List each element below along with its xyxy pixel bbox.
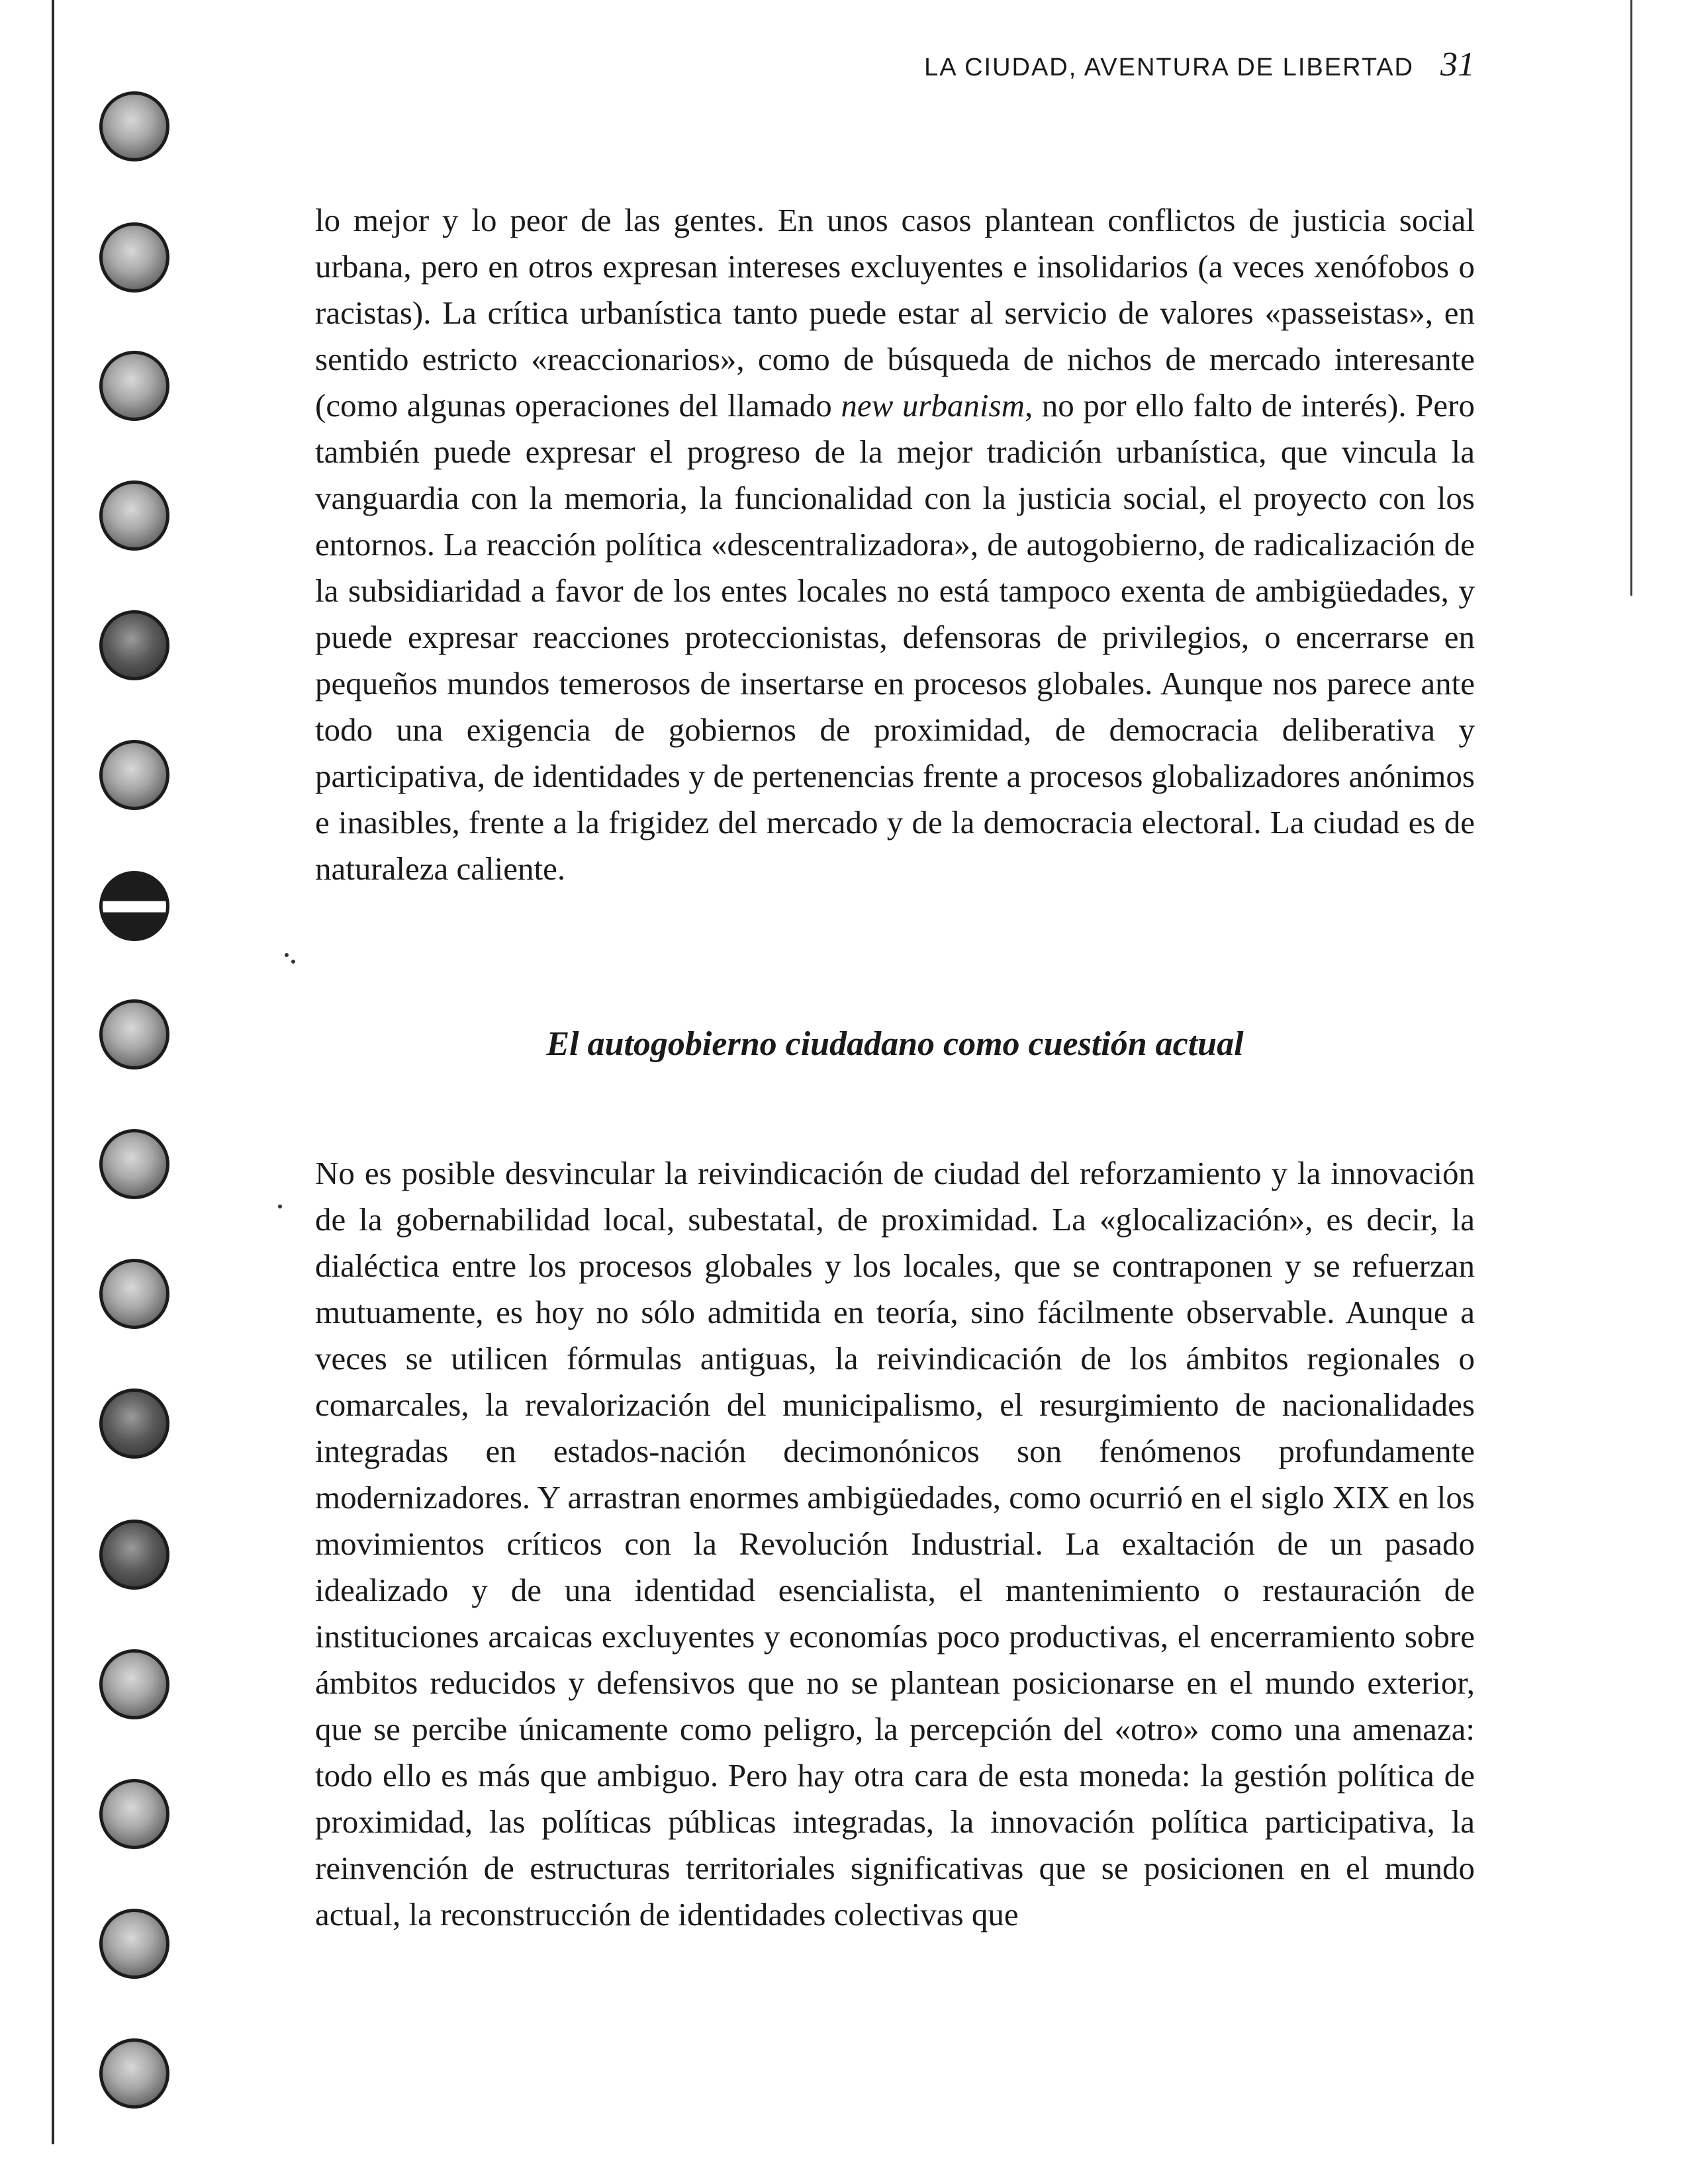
binder-hole: [99, 610, 169, 680]
page-number: 31: [1440, 46, 1475, 83]
binder-hole: [99, 1779, 169, 1849]
running-title: LA CIUDAD, AVENTURA DE LIBERTAD: [924, 54, 1414, 81]
paragraph-1-emphasis: new urbanism: [841, 387, 1025, 424]
binder-hole: [99, 999, 169, 1069]
binder-hole: [99, 871, 169, 941]
binder-hole: [99, 1129, 169, 1199]
binder-holes: [99, 79, 172, 2065]
binder-hole: [99, 351, 169, 421]
binder-hole: [99, 1259, 169, 1329]
running-header: [924, 45, 1475, 84]
paragraph-1-text-end: , no por ello falto de interés). Pero también puede expresar el progreso de la mejor tradición urbanística, que vincula la vanguardia con la memoria, la funcionalidad con la justicia social, el proyecto con los entornos. La reacción política «descentralizadora», de autogobierno, de radicalización de la subsidiaridad a favor de los entes locales no está tampoco exenta de ambigüedades, y puede expresar reacciones proteccionistas, defensoras de privilegios, o encerrarse en pequeños mundos temerosos de insertarse en procesos globales. Aunque nos parece ante todo una exigencia de gobiernos de proximidad, de democracia deliberativa y participativa, de identidades y de pertenencias frente a procesos globalizadores anónimos e inasibles, frente a la frigidez del mercado y de la democracia electoral. La ciudad es de naturaleza caliente.: [315, 387, 1475, 887]
scan-speck: [278, 1205, 282, 1208]
scan-speck: [285, 953, 289, 957]
binder-hole: [99, 2038, 169, 2109]
binder-hole: [99, 1520, 169, 1590]
paragraph-1-text-start: lo mejor y lo peor de las gentes. En unos casos plantean conflictos de justicia social urbana, pero en otros expresan intereses excluyentes e insolidarios (a veces xenófobos o racistas). La crítica urbanística tanto puede estar al servicio de valores «passeistas», en sentido estricto «reaccionarios», como de búsqueda de nichos de mercado interesante (como algunas operaciones del llamado: [315, 202, 1475, 424]
binder-hole: [99, 740, 169, 810]
binder-hole: [99, 1649, 169, 1719]
binder-hole: [99, 1909, 169, 1979]
binder-hole: [99, 480, 169, 551]
paragraph-1: [315, 197, 1475, 892]
scan-speck: [291, 960, 295, 964]
binder-hole: [99, 222, 169, 293]
section-heading: El autogobierno ciudadano como cuestión actual: [546, 1025, 1244, 1063]
binder-hole: [99, 1388, 169, 1459]
scan-border-left: [52, 0, 54, 2144]
scan-border-right: [1630, 0, 1632, 596]
binder-hole: [99, 91, 169, 161]
paragraph-2: No es posible desvincular la reivindicación de ciudad del reforzamiento y la innovación de la gobernabilidad local, subestatal, de proximidad. La «glocalización», es decir, la dialéctica entre los procesos globales y los locales, que se contraponen y se refuerzan mutuamente, es hoy no sólo admitida en teoría, sino fácilmente observable. Aunque a veces se utilicen fórmulas antiguas, la reivindicación de los ámbitos regionales o comarcales, la revalorización del municipalismo, el resurgimiento de nacionalidades integradas en estados-nación decimonónicos son fenómenos profundamente modernizadores. Y arrastran enormes ambigüedades, como ocurrió en el siglo XIX en los movimientos críticos con la Revolución Industrial. La exaltación de un pasado idealizado y de una identidad esencialista, el mantenimiento o restauración de instituciones arcaicas excluyentes y economías poco productivas, el encerramiento sobre ámbitos reducidos y defensivos que no se plantean posicionarse en el mundo exterior, que se percibe únicamente como peligro, la percepción del «otro» como una amenaza: todo ello es más que ambiguo. Pero hay otra cara de esta moneda: la gestión política de proximidad, las políticas públicas integradas, la innovación política participativa, la reinvención de estructuras territoriales significativas que se posicionen en el mundo actual, la reconstrucción de identidades colectivas que: [315, 1155, 1475, 1933]
